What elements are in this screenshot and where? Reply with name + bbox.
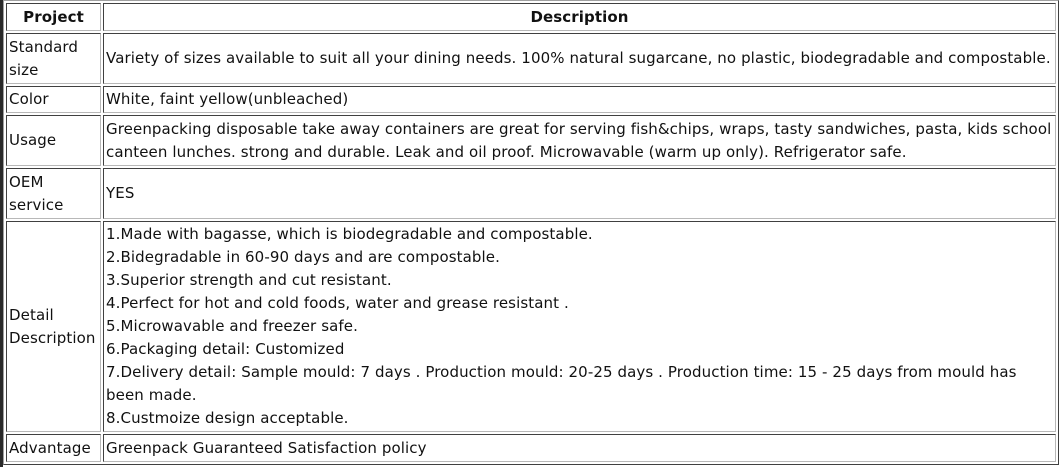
table-row-usage <box>6 115 1056 166</box>
detail-item: 8.Custmoize design acceptable. <box>106 409 349 427</box>
cell-project: Color <box>6 86 101 113</box>
cell-project: Detail Description <box>6 221 101 432</box>
header-description: Description <box>103 3 1056 31</box>
cell-description: YES <box>103 168 1056 219</box>
detail-item: 1.Made with bagasse, which is biodegradable and compostable. <box>106 225 593 243</box>
cell-description: White, faint yellow(unbleached) <box>103 86 1056 113</box>
detail-item: 2.Bidegradable in 60-90 days and are compostable. <box>106 248 500 266</box>
cell-description: Greenpack Guaranteed Satisfaction policy <box>103 434 1056 462</box>
cell-description-list <box>103 221 1056 432</box>
table-row-advantage <box>6 434 1056 462</box>
product-spec-table <box>3 0 1059 465</box>
detail-item: 6.Packaging detail: Customized <box>106 340 345 358</box>
cell-project: OEM service <box>6 168 101 219</box>
table-row-standard-size <box>6 33 1056 84</box>
detail-item: 7.Delivery detail: Sample mould: 7 days . Production mould: 20-25 days . Production time: 15 - 25 days from mould has been made. <box>106 363 1017 404</box>
cell-project: Standard size <box>6 33 101 84</box>
cell-description: Greenpacking disposable take away containers are great for serving fish&chips, wraps, tasty sandwiches, pasta, kids school canteen lunches. strong and durable. Leak and oil proof. Microwavable (warm up only). Refrigerator safe. <box>103 115 1056 166</box>
header-project: Project <box>6 3 101 31</box>
table-header-row <box>6 3 1056 31</box>
cell-project: Usage <box>6 115 101 166</box>
table-row-detail-description <box>6 221 1056 432</box>
detail-item: 5.Microwavable and freezer safe. <box>106 317 358 335</box>
cell-description: Variety of sizes available to suit all your dining needs. 100% natural sugarcane, no plastic, biodegradable and compostable. <box>103 33 1056 84</box>
detail-item: 4.Perfect for hot and cold foods, water and grease resistant . <box>106 294 569 312</box>
detail-item: 3.Superior strength and cut resistant. <box>106 271 392 289</box>
cell-project: Advantage <box>6 434 101 462</box>
table-row-oem-service <box>6 168 1056 219</box>
table-row-color <box>6 86 1056 113</box>
